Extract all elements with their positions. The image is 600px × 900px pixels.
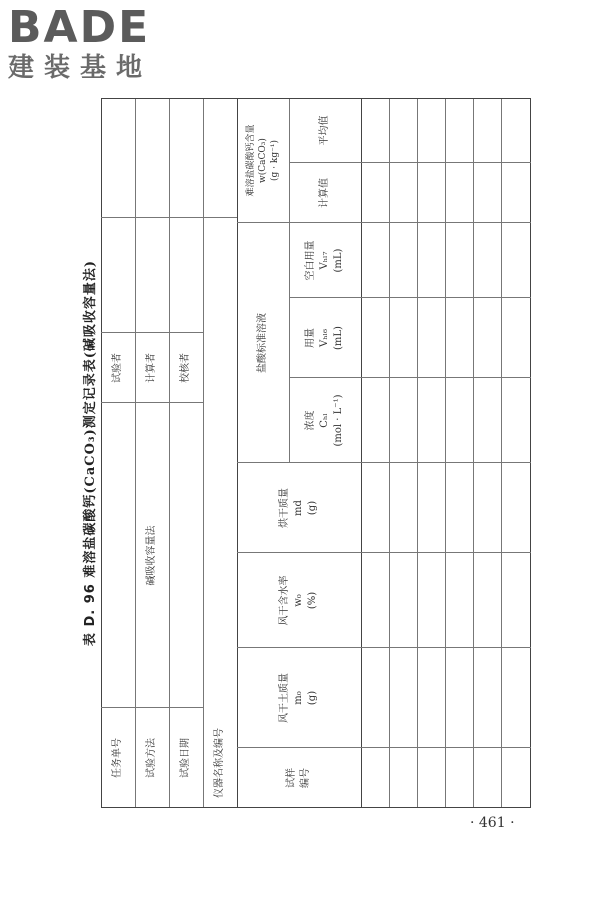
bade-logo <box>8 2 178 84</box>
tester-label: 试验者 <box>112 353 123 383</box>
blank-volume-header: 空白用量 Vₕₗ₇ (mL) <box>305 240 344 281</box>
moisture-header: 风干含水率 w₀ (%) <box>279 575 318 626</box>
table-caption <box>79 98 98 808</box>
grid-line <box>417 98 418 808</box>
caption-number: 表 D. 96 <box>83 583 98 647</box>
method-value: 碱吸收容量法 <box>146 525 157 586</box>
checker-label: 校核者 <box>180 353 191 383</box>
grid-line <box>389 98 390 808</box>
caco3-content-header: 难溶盐碳酸钙含量 w(CaCO₃) (g · kg⁻¹) <box>246 124 280 197</box>
air-dry-mass-header: 风干土质量 m₀ (g) <box>279 673 318 723</box>
caption-title: 难溶盐碳酸钙(CaCO₃)测定记录表(碱吸收容量法) <box>83 259 98 578</box>
task-no-label: 任务单号 <box>112 738 123 778</box>
record-form <box>77 98 532 808</box>
method-label: 试验方法 <box>146 738 157 778</box>
logo-wordmark: BADE <box>8 2 151 53</box>
dry-mass-header: 烘干质量 md (g) <box>279 488 318 528</box>
avg-value-header: 平均值 <box>319 115 330 146</box>
instrument-label: 仪器名称及编号 <box>214 728 225 798</box>
grid-line <box>361 98 362 808</box>
acid-solution-header: 盐酸标准溶液 <box>257 313 268 373</box>
date-field[interactable] <box>169 403 203 708</box>
checker-field[interactable] <box>169 218 203 333</box>
grid-line <box>501 98 502 808</box>
concentration-header: 浓度 Cₕₗ (mol · L⁻¹) <box>305 394 344 447</box>
tester-field[interactable] <box>101 218 135 333</box>
calc-value-header: 计算值 <box>319 178 330 208</box>
grid-line <box>530 98 531 808</box>
record-table <box>101 98 531 808</box>
page-number: · 461 · <box>470 815 515 831</box>
calculator-field[interactable] <box>135 218 169 333</box>
calculator-label: 计算者 <box>146 353 157 383</box>
sample-no-header: 试样 编号 <box>286 768 311 788</box>
grid-line <box>445 98 446 808</box>
date-label: 试验日期 <box>180 738 191 778</box>
volume-used-header: 用量 Vₕₗ₆ (mL) <box>305 326 344 350</box>
task-no-field[interactable] <box>101 403 135 708</box>
grid-line <box>473 98 474 808</box>
logo-subtitle: 建装基地 <box>8 53 153 83</box>
